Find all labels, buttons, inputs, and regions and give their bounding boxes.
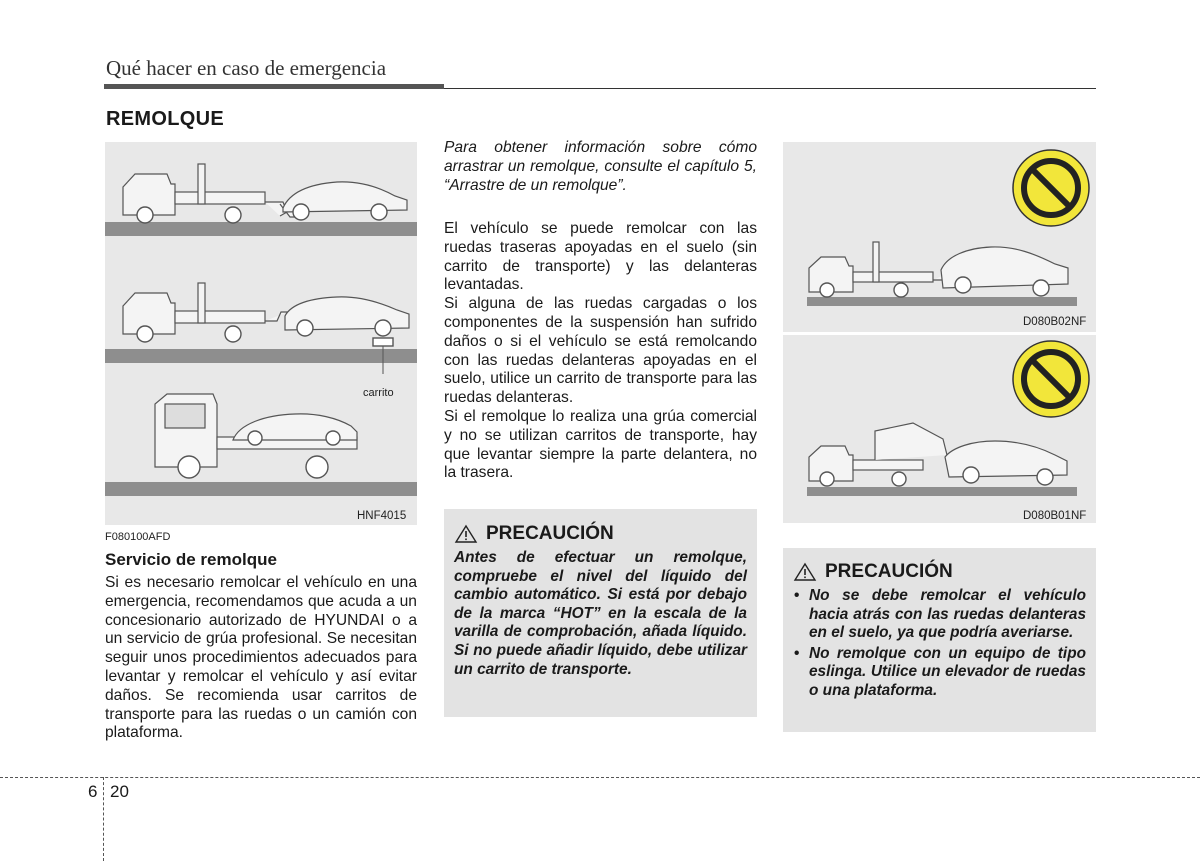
warning-icon	[454, 524, 478, 544]
section-title: REMOLQUE	[106, 108, 224, 130]
subsection-heading: Servicio de remolque	[105, 550, 277, 569]
prohibited-tow-figure-1	[783, 142, 1096, 332]
towing-methods-figure	[105, 142, 417, 525]
flatbed-truck-scene	[105, 394, 417, 496]
caution-heading	[454, 523, 757, 545]
towing-service-paragraph: Si es necesario remolcar el vehículo en una emergencia, recomendamos que acuda a un concesionario autorizado de HYUNDAI o a un servicio de grúa profesional. Se necesitan seguir unos procedimientos adecuados para levantar y remolcar el vehículo y así evitar daños. Se recomienda usar carritos de transporte para las ruedas o un camión con plataforma.	[105, 574, 417, 742]
towing-instructions	[444, 220, 757, 483]
tow-backwards-illustration	[783, 142, 1096, 332]
carrito-label: carrito	[363, 387, 394, 399]
dolly-tow-scene	[105, 283, 417, 374]
header-rule-thin	[444, 88, 1096, 89]
running-header: Qué hacer en caso de emergencia	[106, 56, 387, 80]
caution-title: PRECAUCIÓN	[486, 523, 614, 544]
wheel-lift-tow-scene	[105, 164, 417, 236]
caution-box-towing	[783, 548, 1096, 732]
prohibition-icon	[1013, 150, 1089, 226]
instruction-paragraph-1: El vehículo se puede remolcar con las ruedas traseras apoyadas en el suelo (sin carrito de transporte) y las delanteras levantadas.	[444, 220, 757, 294]
prohibited-tow-figure-2	[783, 335, 1096, 523]
reference-note: Para obtener información sobre cómo arrastrar un remolque, consulte el capítulo 5, “Arrastre de un remolque”.	[444, 139, 757, 194]
figure-code-right-2: D080B01NF	[1023, 510, 1087, 522]
warning-icon	[793, 562, 817, 582]
sling-tow-illustration	[783, 335, 1096, 523]
caution-item: • No remolque con un equipo de tipo eslinga. Utilice un elevador de ruedas o una plataforma.	[791, 645, 1086, 701]
caution-title: PRECAUCIÓN	[825, 561, 953, 582]
figure-code-left: HNF4015	[357, 510, 407, 522]
instruction-paragraph-2: Si alguna de las ruedas cargadas o los componentes de la suspensión han sufrido daños o si el vehículo se está remolcando con las ruedas delanteras apoyadas en el suelo, utilice un carrito de transporte para las ruedas delanteras.	[444, 295, 757, 407]
footer-dashed-rule	[0, 777, 1200, 778]
towing-illustrations	[105, 142, 417, 525]
figure-code-right-1: D080B02NF	[1023, 316, 1087, 328]
chapter-number: 6	[88, 782, 98, 801]
caution-text: Antes de efectuar un remolque, compruebe el nivel del líquido del cambio automático. Si está por debajo de la marca “HOT” en la escala de la varilla de comprobación, añada líquido. Si no puede añadir líquido, debe utilizar un carrito de transporte.	[454, 549, 747, 678]
reference-code: F080100AFD	[105, 531, 171, 543]
caution-box-fluid	[444, 509, 757, 717]
caution-heading	[793, 561, 1096, 583]
header-rule-dark	[104, 84, 444, 89]
caution-item: • No se debe remolcar el vehículo hacia atrás con las ruedas delanteras en el suelo, ya que podría averiarse.	[791, 587, 1086, 643]
prohibition-icon	[1013, 341, 1089, 417]
caution-list	[791, 587, 1086, 701]
page-number: 20	[110, 782, 129, 801]
instruction-paragraph-3: Si el remolque lo realiza una grúa comercial y no se utilizan carritos de transporte, hay que levantar siempre la parte delantera, no la trasera.	[444, 407, 757, 482]
footer-dashed-divider	[103, 777, 104, 861]
